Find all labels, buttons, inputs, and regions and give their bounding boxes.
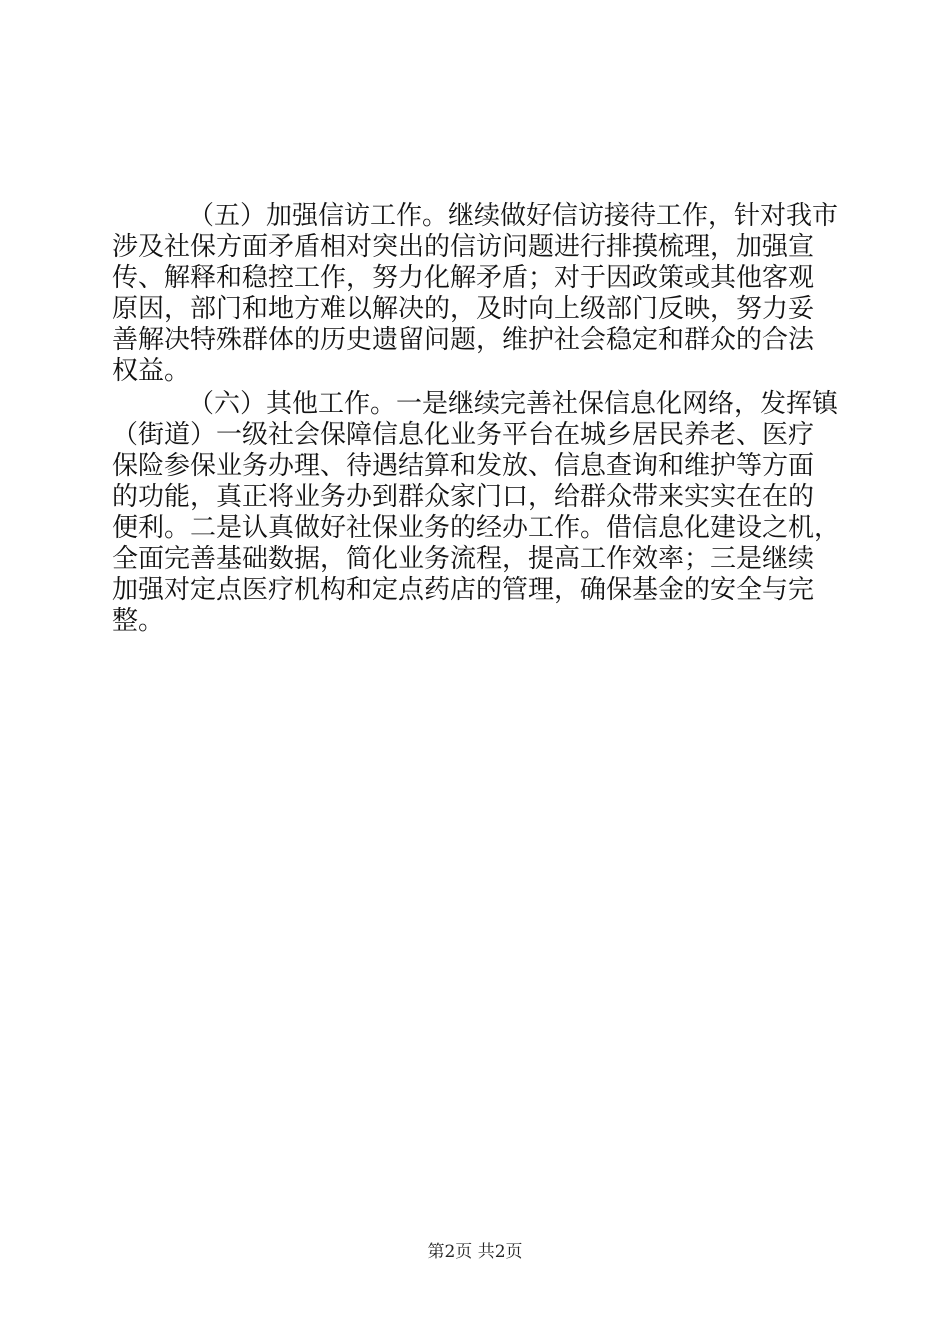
paragraph-2-line-1: （六）其他工作。一是继续完善社保信息化网络，发挥镇 (188, 389, 839, 419)
paragraph-2-line-6: 全面完善基础数据，简化业务流程，提高工作效率；三是继续 (112, 544, 815, 574)
paragraph-1-line-1: （五）加强信访工作。继续做好信访接待工作，针对我市 (188, 201, 839, 231)
paragraph-2-line-2: （街道）一级社会保障信息化业务平台在城乡居民养老、医疗 (112, 420, 815, 450)
page-footer-label: 第2页 共2页 (427, 1242, 523, 1262)
paragraph-2-line-3: 保险参保业务办理、待遇结算和发放、信息查询和维护等方面 (112, 451, 815, 481)
paragraph-1-line-2: 涉及社保方面矛盾相对突出的信访问题进行排摸梳理，加强宣 (112, 232, 815, 262)
paragraph-1-line-5: 善解决特殊群体的历史遗留问题，维护社会稳定和群众的合法 (112, 325, 815, 355)
paragraph-2-line-4: 的功能，真正将业务办到群众家门口，给群众带来实实在在的 (112, 482, 815, 512)
paragraph-1-line-3: 传、解释和稳控工作，努力化解矛盾；对于因政策或其他客观 (112, 263, 815, 293)
paragraph-2-line-5: 便利。二是认真做好社保业务的经办工作。借信息化建设之机， (112, 513, 841, 543)
paragraph-2-line-7: 加强对定点医疗机构和定点药店的管理，确保基金的安全与完 (112, 575, 815, 605)
paragraph-1-line-6: 权益。 (112, 356, 191, 386)
paragraph-2-line-8: 整。 (112, 606, 165, 636)
paragraph-1-line-4: 原因，部门和地方难以解决的，及时向上级部门反映，努力妥 (112, 294, 815, 324)
